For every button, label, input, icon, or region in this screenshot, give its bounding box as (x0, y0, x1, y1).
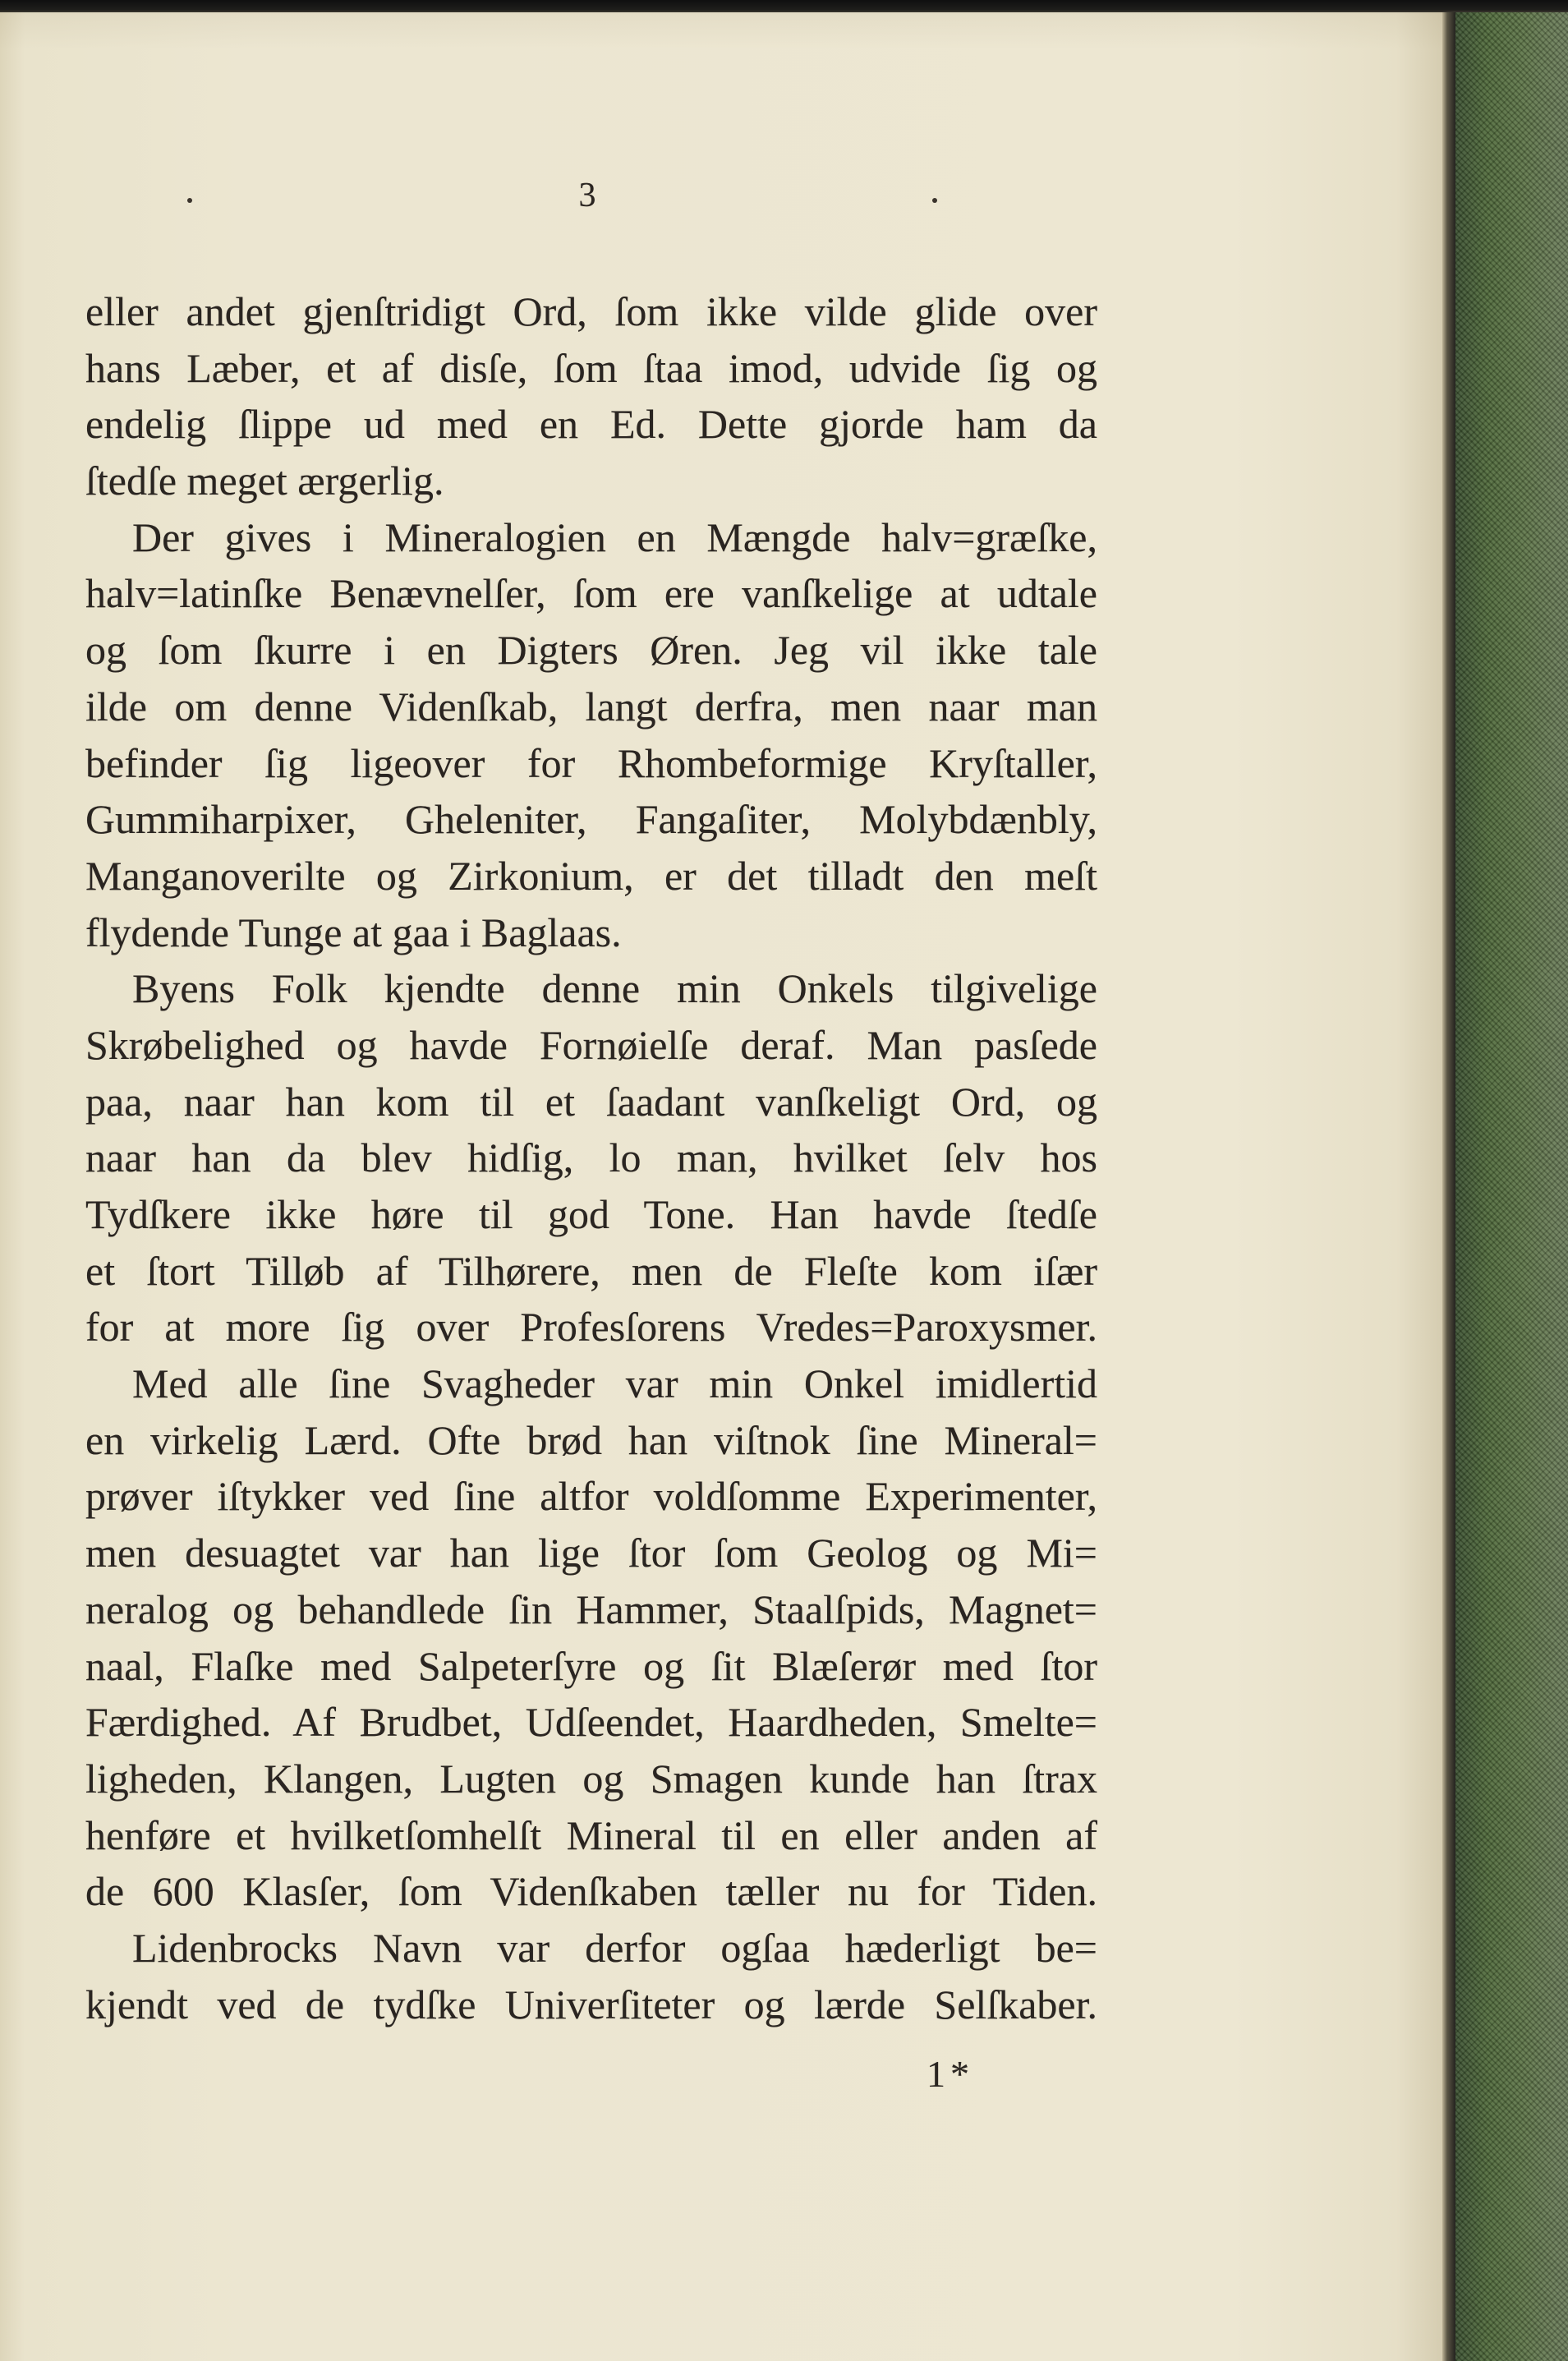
text-line: flydende Tunge at gaa i Baglaas. (85, 909, 622, 955)
text-line: for at more ſig over Profesſorens Vredes=Paroxysmer. (85, 1304, 1097, 1351)
printer-signature-mark: 1* (927, 2053, 974, 2095)
text-line: og ſom ſkurre i en Digters Øren. Jeg vil ikke tale (85, 627, 1097, 674)
text-line: befinder ſig ligeover for Rhombeformige Kryſtaller, (85, 739, 1097, 786)
text-line: Gummiharpixer, Gheleniter, Fangaſiter, Molybdænbly, (85, 796, 1097, 843)
text-line: naal, Flaſke med Salpeterſyre og ſit Blæſerør med ſtor (85, 1642, 1097, 1689)
page-edge-shadow (1442, 0, 1455, 2361)
text-line: Lidenbrocks Navn var derfor ogſaa hæderligt be= (132, 1924, 1097, 1971)
text-line: henføre et hvilketſomhelſt Mineral til en eller anden af (85, 1811, 1097, 1858)
text-line: prøver iſtykker ved ſine altfor voldſomme Experimenter, (85, 1473, 1097, 1520)
text-line: Tydſkere ikke høre til god Tone. Han havde ſtedſe (85, 1191, 1097, 1237)
text-line: Manganoverilte og Zirkonium, er det tilladt den meſt (85, 852, 1097, 899)
print-dot-left (187, 198, 192, 203)
paragraph (85, 960, 1097, 1355)
text-line: neralog og behandlede ſin Hammer, Staalſpids, Magnet= (85, 1586, 1097, 1632)
text-line: Byens Folk kjendte denne min Onkels tilgivelige (132, 965, 1097, 1012)
paragraph (85, 283, 1097, 509)
body-text (85, 283, 1097, 2032)
text-line: ligheden, Klangen, Lugten og Smagen kunde han ſtrax (85, 1755, 1097, 1802)
paragraph (85, 1355, 1097, 1920)
text-line: hans Læber, et af disſe, ſom ſtaa imod, udvide ſig og (85, 344, 1097, 391)
text-line: de 600 Klasſer, ſom Videnſkaben tæller nu for Tiden. (85, 1868, 1097, 1915)
print-dot-right (932, 198, 937, 203)
text-line: ilde om denne Videnſkab, langt derfra, men naar man (85, 683, 1097, 729)
text-line: endelig ſlippe ud med en Ed. Dette gjorde ham da (85, 401, 1097, 448)
text-line: Færdighed. Af Brudbet, Udſeendet, Haardheden, Smelte= (85, 1699, 1097, 1746)
scan-border (0, 0, 1568, 12)
book-cover-cloth (1455, 0, 1568, 2361)
text-line: Skrøbelighed og havde Fornøielſe deraf. Man pasſede (85, 1021, 1097, 1068)
text-line: kjendt ved de tydſke Univerſiteter og lærde Selſkaber. (85, 1981, 1097, 2027)
paragraph (85, 509, 1097, 961)
text-line: Der gives i Mineralogien en Mængde halv=græſke, (132, 513, 1097, 560)
text-line: eller andet gjenſtridigt Ord, ſom ikke vilde glide over (85, 288, 1097, 334)
text-line: paa, naar han kom til et ſaadant vanſkeligt Ord, og (85, 1078, 1097, 1125)
text-line: en virkelig Lærd. Ofte brød han viſtnok ſine Mineral= (85, 1416, 1097, 1463)
text-line: halv=latinſke Benævnelſer, ſom ere vanſkelige at udtale (85, 570, 1097, 617)
text-line: naar han da blev hidſig, lo man, hvilket ſelv hos (85, 1134, 1097, 1181)
text-line: Med alle ſine Svagheder var min Onkel imidlertid (132, 1360, 1097, 1407)
text-line: men desuagtet var han lige ſtor ſom Geolog og Mi= (85, 1530, 1097, 1576)
page-number: 3 (578, 177, 596, 214)
paragraph (85, 1920, 1097, 2032)
text-line: et ſtort Tilløb af Tilhørere, men de Fleſte kom iſær (85, 1247, 1097, 1294)
text-line: ſtedſe meget ærgerlig. (85, 458, 444, 504)
